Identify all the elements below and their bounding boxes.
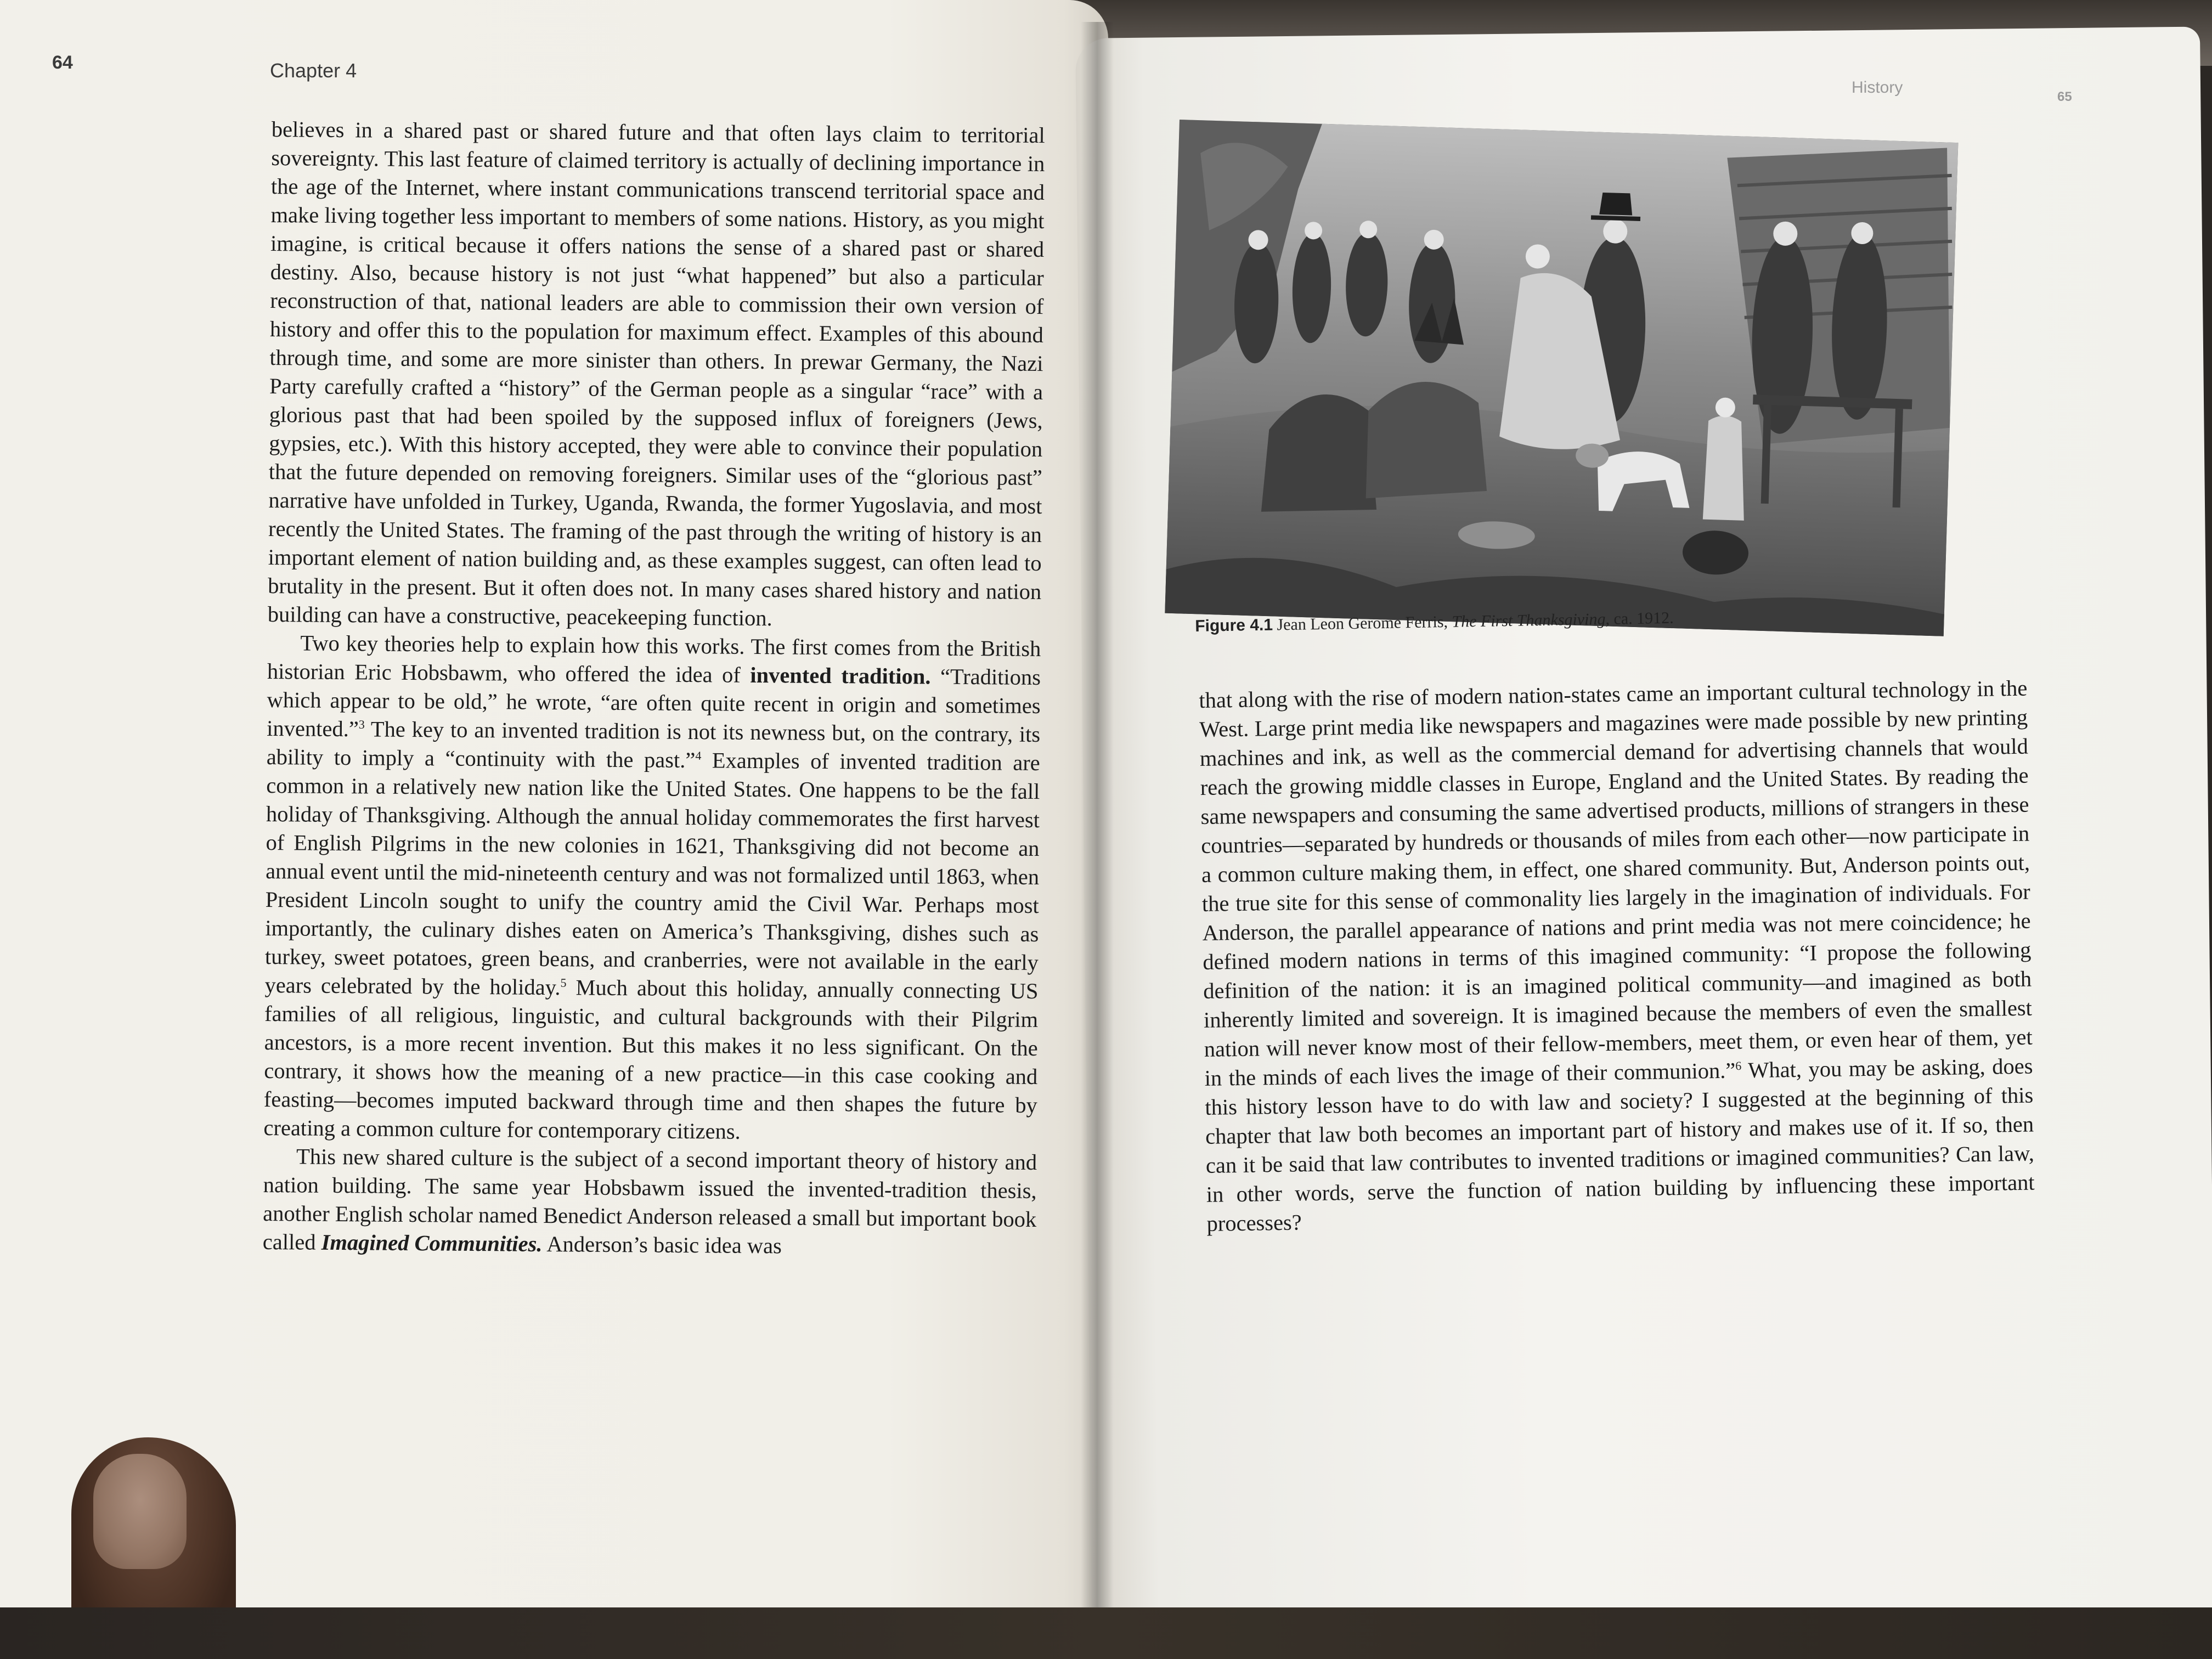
text-run: Anderson’s basic idea was bbox=[542, 1231, 782, 1259]
figure-label: Figure 4.1 bbox=[1195, 616, 1273, 635]
text-run: This new shared culture is the subject of a second important theory of history and nation building. The same year Hobsbawm issued the invented-tradition thesis, another English scholar named Benedict Anderson released a small but important book called bbox=[262, 1144, 1037, 1255]
left-page-number: 64 bbox=[52, 52, 73, 73]
text-run: The key to an invented tradition is not its newness but, on the contrary, its ability to imply a “continuity with the past.” bbox=[266, 716, 1041, 773]
book-gutter bbox=[1081, 22, 1114, 1629]
footnote-ref[interactable]: 5 bbox=[560, 975, 567, 990]
artwork-title: The First Thanksgiving bbox=[1452, 610, 1606, 631]
key-term: invented tradition. bbox=[750, 662, 931, 689]
caption-text: Jean Leon Gerome Ferris, bbox=[1272, 612, 1452, 634]
footnote-ref[interactable]: 6 bbox=[1735, 1058, 1742, 1073]
paragraph bbox=[1199, 674, 2035, 1238]
right-running-head: History bbox=[1852, 78, 1903, 97]
book-title: Imagined Communities. bbox=[321, 1229, 543, 1256]
text-run: Examples of invented tradition are common in a relatively new nation like the United States. One happens to be the fall holiday of Thanksgiving. Although the annual holiday commemorates the first harvest of English Pilgrims in the new colonies in 1621, Thanksgiving did not become an annual event until the mid-nineteenth century and was not formalized until 1863, when President Lincoln sought to unify the country amid the Civil War. Perhaps most importantly, the culinary dishes eaten on America’s Thanksgiving, dishes such as turkey, sweet potatoes, green beans, and cranberries, were not available in the early years celebrated by the holiday. bbox=[264, 748, 1040, 1000]
figure-first-thanksgiving bbox=[1165, 120, 1958, 636]
paragraph bbox=[263, 1142, 1037, 1262]
paragraph: believes in a shared past or shared future and that often lays claim to territorial sovereignty. This last feature of claimed territory is actually of declining importance in the age of the Internet, where instant communications transcend territorial space and make living together less important to members of some nations. History, as you might imagine, is critical because it offers nations the sense of a shared past or shared destiny. Also, because history is not just “what happened” but also a particular reconstruction of that, national leaders are able to commission their own version of history and offer this to the population for maximum effect. Examples of this abound through time, and some are more sinister than others. In prewar Germany, the Nazi Party carefully crafted a “history” of the German people as a singular “race” with a glorious past that had been spoiled by the supposed influx of foreigners (Jews, gypsies, etc.). With this history accepted, they were able to convince their population that the future depended on removing foreigners. Similar uses of the “glorious past” narrative have unfolded in Turkey, Uganda, Rwanda, the former Yugoslavia, and most recently the United States. The framing of the past through the writing of history is an important element of nation building and, as these examples suggest, can often lead to brutality in the present. But it often does not. In many cases shared history and nation building can have a constructive, peacekeeping function. bbox=[267, 116, 1045, 631]
text-run: What, you may be asking, does this history lesson have to do with law and society? I suggested at the beginning of this chapter that law both becomes an important part of history and makes use of it. If so, then can it be said that law contributes to invented traditions or imagined communities? Can law, in other words, serve the function of nation building by influencing these important processes? bbox=[1205, 1053, 2035, 1236]
footnote-ref[interactable]: 4 bbox=[695, 748, 702, 763]
left-running-head: Chapter 4 bbox=[270, 59, 357, 82]
left-body-text bbox=[263, 115, 1045, 1262]
text-run: “Traditions which appear to be old,” he wrote, “are often quite recent in origin and sometimes invented.” bbox=[267, 664, 1041, 742]
text-run: that along with the rise of modern nation-states came an important cultural technology in the West. Large print media like newspapers and magazines were made possible by new printing machines and ink, as well as the commercial demand for advertising channels that would reach the growing middle classes in Europe, England and the United States. By reading the same newspapers and consuming the same advertised products, millions of strangers in these countries—separated by hundreds or thousands of miles from each other—now participate in a common culture making them, in effect, one shared community. But, Anderson points out, the true site for this sense of commonality lies largely in the imagination of individuals. For Anderson, the parallel appearance of nations and print media was not mere coincidence; he defined modern nations in terms of this imagined community: “I propose the following definition of the nation: it is an imagined political community—and imagined as both inherently limited and sovereign. It is imagined because the members of even the smallest nation will never know most of their fellow-members, meet them, or even hear of them, yet in the minds of each lives the image of their communion.” bbox=[1199, 675, 2033, 1091]
bottom-background bbox=[0, 1607, 2212, 1659]
text-run: Two key theories help to explain how this works. The first comes from the British historian Eric Hobsbawm, who offered the idea of bbox=[267, 630, 1041, 687]
caption-text: , ca. 1912. bbox=[1605, 608, 1674, 628]
right-page-number: 65 bbox=[2057, 89, 2072, 104]
engraving-image bbox=[1165, 120, 1958, 636]
paragraph bbox=[263, 629, 1041, 1148]
text-run: Much about this holiday, annually connecting US families of all religious, linguistic, and cultural backgrounds with their Pilgrim ancestors, is a more recent invention. But this makes it no less significant. On the contrary, it shows how the meaning of a new practice—in this case cooking and feasting—becomes imputed backward through time and then shapes the future by creating a common culture for contemporary citizens. bbox=[263, 975, 1039, 1144]
right-body-text bbox=[1199, 674, 2035, 1238]
footnote-ref[interactable]: 3 bbox=[358, 717, 365, 731]
thumbnail-nail bbox=[93, 1454, 187, 1569]
